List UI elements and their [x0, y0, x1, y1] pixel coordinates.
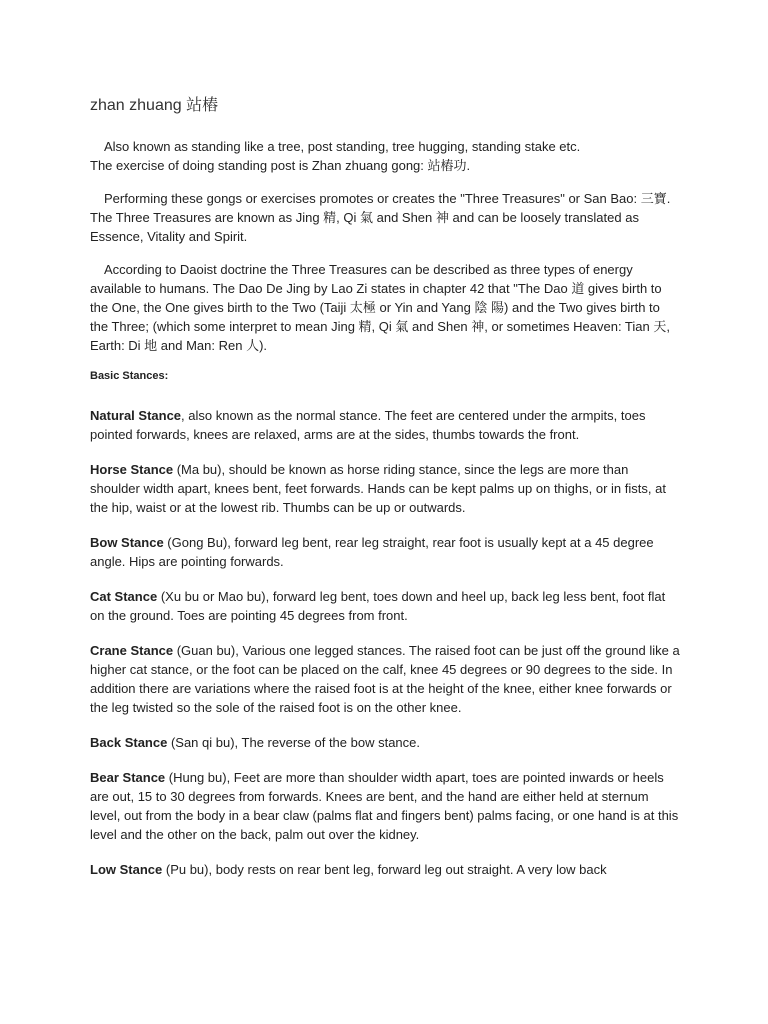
stances-heading: Basic Stances: — [90, 370, 169, 382]
stance-description: (Guan bu), Various one legged stances. The raised foot can be just off the ground like a higher cat stance, or the foot can be placed on the calf, knee 45 degrees or 90 degrees to the side. In addition there are variations where the raised foot is at the height of the knee, either knee forwards or the leg twisted so the sole of the raised foot is on the other knee. — [90, 643, 680, 715]
intro-line-2: The exercise of doing standing post is Zhan zhuang gong: 站樁功. — [90, 158, 471, 173]
stance-description: (Ma bu), should be known as horse riding stance, since the legs are more than shoulder width apart, knees bent, feet forwards. Hands can be kept palms up on thighs, or in fists, at the hip, waist or at the lowest rib. Thumbs can be up or outwards. — [90, 462, 666, 515]
stance-name: Back Stance — [90, 735, 168, 750]
stance-description: (Xu bu or Mao bu), forward leg bent, toes down and heel up, back leg less bent, foot flat on the ground. Toes are pointing 45 degrees from front. — [90, 589, 666, 623]
intro-paragraph-1 — [90, 137, 680, 175]
stance-bow — [90, 533, 680, 571]
stance-name: Cat Stance — [90, 589, 158, 604]
stance-crane — [90, 641, 680, 717]
page-title: zhan zhuang 站樁 — [90, 97, 219, 114]
stance-description: (Gong Bu), forward leg bent, rear leg straight, rear foot is usually kept at a 45 degree angle. Hips are pointing forwards. — [90, 535, 654, 569]
stance-description: (Hung bu), Feet are more than shoulder width apart, toes are pointed inwards or heels are out, 15 to 30 degrees from forwards. Knees are bent, and the hand are either held at sternum level, out from the body in a bear claw (palms flat and fingers bent) palms facing, or one hand is at this level and the other on the back, palm out over the kidney. — [90, 770, 679, 842]
intro-paragraph-3: According to Daoist doctrine the Three Treasures can be described as three types of energy available to humans. The Dao De Jing by Lao Zi states in chapter 42 that "The Dao 道 gives birth to the One, the One gives birth to the Two (Taiji 太極 or Yin and Yang 陰 陽) and the Two gives birth to the Three; (which some interpret to mean Jing 精, Qi 氣 and Shen 神, or sometimes Heaven: Tian 天, Earth: Di 地 and Man: Ren 人). — [90, 262, 670, 353]
document-body — [90, 92, 680, 895]
stance-description: (San qi bu), The reverse of the bow stance. — [167, 735, 421, 750]
stance-name: Low Stance — [90, 862, 163, 877]
stance-name: Natural Stance — [90, 408, 182, 423]
stance-natural — [90, 406, 680, 444]
stance-name: Horse Stance — [90, 462, 174, 477]
intro-paragraph-2: Performing these gongs or exercises promotes or creates the "Three Treasures" or San Bao: 三寶. The Three Treasures are known as Jing 精, Qi 氣 and Shen 神 and can be loosely translated as Essence, Vitality and Spirit. — [90, 191, 671, 244]
stance-name: Crane Stance — [90, 643, 174, 658]
stance-description: , also known as the normal stance. The feet are centered under the armpits, toes pointed forwards, knees are relaxed, arms are at the sides, thumbs towards the front. — [90, 408, 646, 442]
stance-cat — [90, 587, 680, 625]
stance-low — [90, 860, 680, 879]
stance-horse — [90, 460, 680, 517]
stance-name: Bow Stance — [90, 535, 164, 550]
stance-back — [90, 733, 680, 752]
stance-name: Bear Stance — [90, 770, 166, 785]
intro-line-1: Also known as standing like a tree, post standing, tree hugging, standing stake etc. — [104, 139, 581, 154]
stance-bear — [90, 768, 680, 844]
stance-description: (Pu bu), body rests on rear bent leg, forward leg out straight. A very low back — [162, 862, 607, 877]
